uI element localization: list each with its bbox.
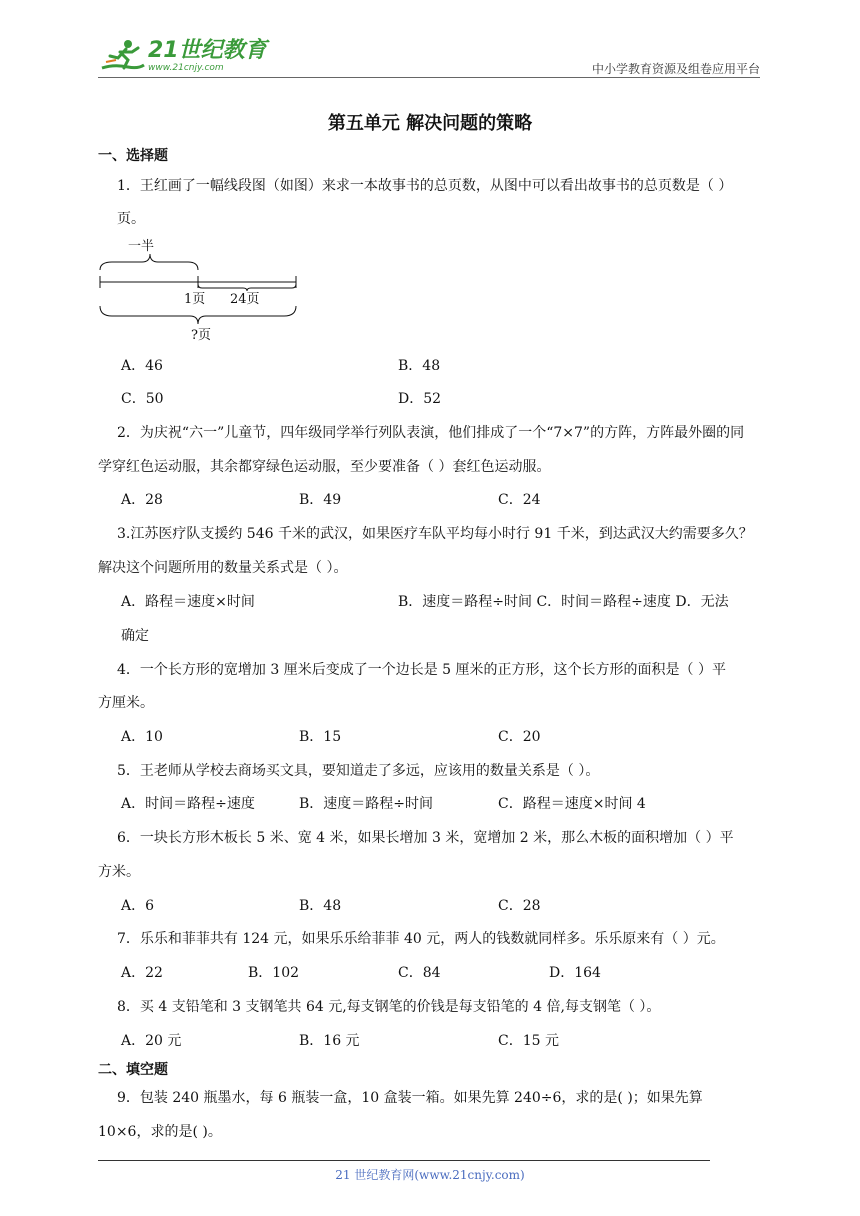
q5-option-b[interactable]: B．速度＝路程÷时间 — [299, 796, 434, 812]
section-heading-choice: 一、选择题 — [98, 148, 168, 164]
logo-title: 21世纪教育 — [148, 37, 267, 63]
q1-fig-total-label: ?页 — [191, 328, 211, 343]
q1-fig-small-brace — [198, 284, 296, 291]
q1-fig-half-label: 一半 — [128, 239, 155, 254]
header-divider — [98, 77, 760, 78]
q1-text-line1: 1．王红画了一幅线段图（如图）来求一本故事书的总页数，从图中可以看出故事书的总页数是（ ） — [117, 178, 733, 194]
q9-text-line2: 10×6，求的是( )。 — [98, 1124, 222, 1140]
q1-option-a[interactable]: A．46 — [121, 358, 163, 374]
q6-option-c[interactable]: C．28 — [498, 898, 541, 914]
q4-text-line2: 方厘米。 — [98, 695, 154, 711]
q7-option-d[interactable]: D．164 — [549, 965, 601, 981]
q8-option-a[interactable]: A．20 元 — [121, 1033, 182, 1049]
q7-option-c[interactable]: C．84 — [398, 965, 441, 981]
q1-option-d[interactable]: D．52 — [398, 391, 442, 407]
q8-text-line1: 8．买 4 支铅笔和 3 支钢笔共 64 元,每支钢笔的价钱是每支铅笔的 4 倍,每支钢笔（ ）。 — [117, 999, 661, 1015]
q2-option-a[interactable]: A．28 — [121, 492, 163, 508]
q1-fig-total-brace — [100, 306, 296, 324]
q4-option-c[interactable]: C．20 — [498, 729, 541, 745]
q6-option-b[interactable]: B．48 — [299, 898, 342, 914]
q7-text-line1: 7．乐乐和菲菲共有 124 元，如果乐乐给菲菲 40 元，两人的钱数就同样多。乐乐原来有（ ）元。 — [117, 931, 725, 947]
logo — [98, 36, 267, 76]
page-header — [98, 36, 760, 78]
q4-text-line1: 4．一个长方形的宽增加 3 厘米后变成了一个边长是 5 厘米的正方形，这个长方形的面积是（ ）平 — [117, 662, 726, 678]
q3-option-d-cont: 确定 — [121, 628, 149, 644]
footer-text[interactable]: 21 世纪教育网(www.21cnjy.com) — [335, 1168, 525, 1182]
q9-text-line1: 9．包装 240 瓶墨水，每 6 瓶装一盒，10 盒装一箱。如果先算 240÷6，求的是( )；如果先算 — [117, 1090, 703, 1106]
q7-option-b[interactable]: B．102 — [248, 965, 300, 981]
q1-option-b[interactable]: B．48 — [398, 358, 441, 374]
section-heading-fill: 二、填空题 — [98, 1062, 168, 1078]
q5-option-a[interactable]: A．时间＝路程÷速度 — [121, 796, 255, 812]
q3-text-line2: 解决这个问题所用的数量关系式是（ ）。 — [98, 560, 348, 576]
q1-option-c[interactable]: C．50 — [121, 391, 164, 407]
q1-text-line2: 页。 — [117, 211, 145, 227]
q8-option-c[interactable]: C．15 元 — [498, 1033, 559, 1049]
q3-options-bcd[interactable]: B．速度＝路程÷时间 C．时间＝路程÷速度 D．无法 — [398, 594, 729, 610]
runner-logo-icon — [98, 38, 146, 74]
q5-text-line1: 5．王老师从学校去商场买文具，要知道走了多远，应该用的数量关系是（ ）。 — [117, 763, 600, 779]
q1-segment-diagram — [98, 236, 308, 346]
q1-fig-24page-label: 24页 — [230, 292, 260, 307]
q4-option-b[interactable]: B．15 — [299, 729, 342, 745]
q1-fig-half-brace — [100, 254, 198, 270]
q5-option-c[interactable]: C．路程＝速度×时间 4 — [498, 796, 646, 812]
q6-option-a[interactable]: A．6 — [121, 898, 155, 914]
q6-text-line1: 6．一块长方形木板长 5 米、宽 4 米，如果长增加 3 米，宽增加 2 米，那么木板的面积增加（ ）平 — [117, 830, 734, 846]
q3-option-a[interactable]: A．路程＝速度×时间 — [121, 594, 255, 610]
logo-url: www.21cnjy.com — [148, 62, 224, 73]
q2-option-c[interactable]: C．24 — [498, 492, 541, 508]
q6-text-line2: 方米。 — [98, 864, 140, 880]
header-platform-text: 中小学教育资源及组卷应用平台 — [591, 62, 760, 76]
page-title: 第五单元 解决问题的策略 — [327, 113, 533, 134]
q2-option-b[interactable]: B．49 — [299, 492, 342, 508]
footer-divider — [98, 1160, 710, 1161]
q2-text-line2: 学穿红色运动服，其余都穿绿色运动服，至少要准备（ ）套红色运动服。 — [98, 459, 551, 475]
q3-text-line1: 3.江苏医疗队支援约 546 千米的武汉，如果医疗车队平均每小时行 91 千米，到达武汉大约需要多久？ — [117, 526, 753, 542]
q4-option-a[interactable]: A．10 — [121, 729, 163, 745]
q1-fig-1page-label: 1页 — [184, 292, 206, 307]
q2-text-line1: 2．为庆祝“六一”儿童节，四年级同学举行列队表演，他们排成了一个“7×7”的方阵，方阵最外圈的同 — [117, 425, 745, 441]
q8-option-b[interactable]: B．16 元 — [299, 1033, 360, 1049]
q7-option-a[interactable]: A．22 — [121, 965, 163, 981]
